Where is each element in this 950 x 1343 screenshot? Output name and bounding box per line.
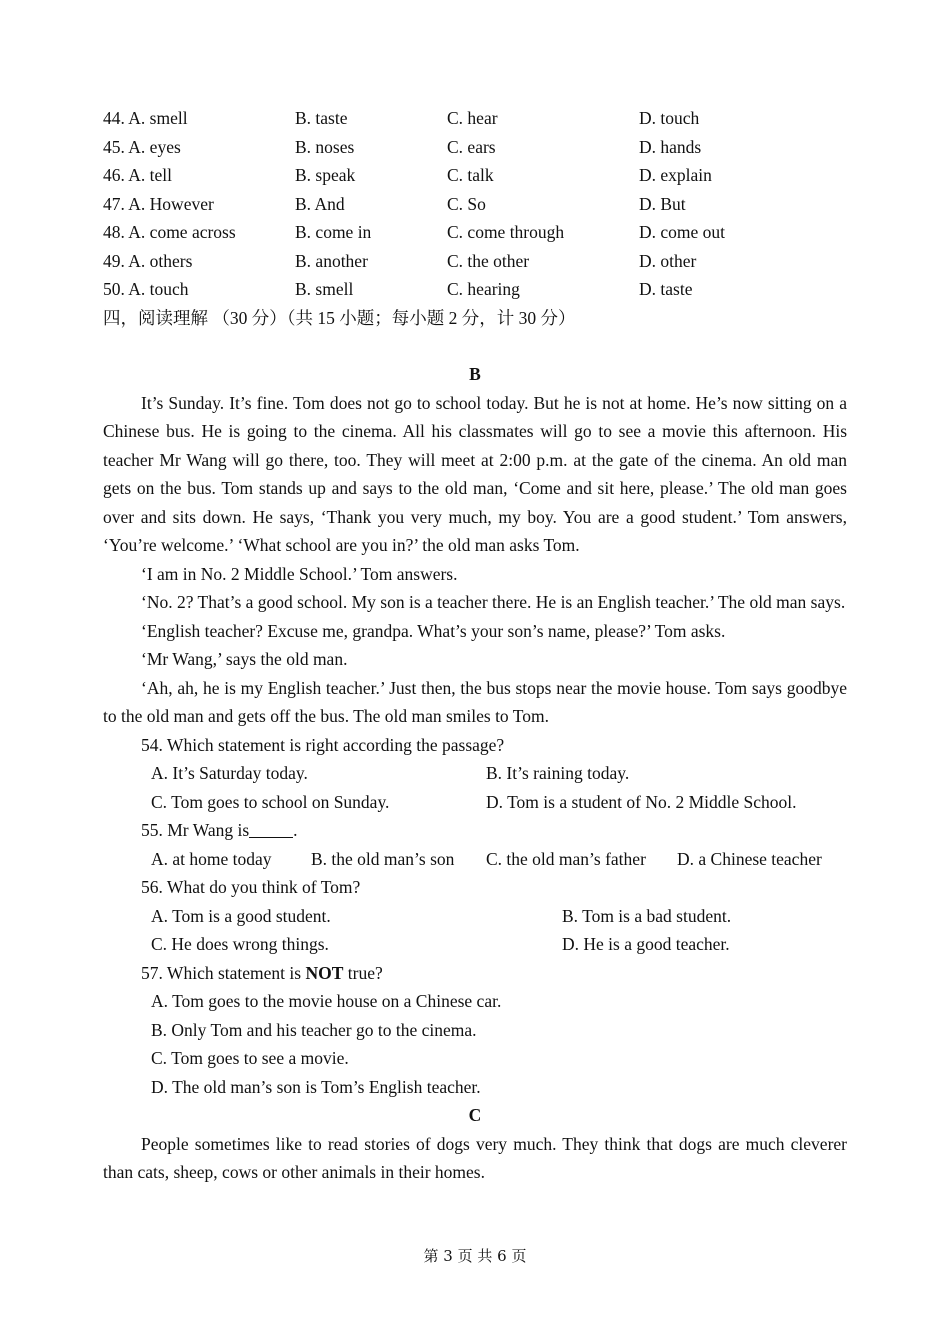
- option-b: B. smell: [295, 279, 354, 299]
- option-d: D. explain: [639, 165, 712, 185]
- option-a: 49. A. others: [103, 250, 193, 271]
- question-56-options-row-2: [103, 930, 847, 959]
- question-57-stem-end: true?: [343, 962, 383, 983]
- emphasis-not: NOT: [305, 962, 344, 983]
- option-a: A. It’s Saturday today.: [151, 763, 308, 783]
- passage-b-paragraph-1: It’s Sunday. It’s fine. Tom does not go to school today. But he is not at home. He’s now sitting on a Chinese bus. He is going to the cinema. All his classmates will go to see a movie this afternoon. His teacher Mr Wang will go there, too. They will meet at 2:00 p.m. at the gate of the cinema. An old man gets on the bus. Tom stands up and says to the old man, ‘Come and sit here, please.’ The old man goes over and sits down. He says, ‘Thank you very much, my boy. You are a good student.’ Tom answers, ‘You’re welcome.’ ‘What school are you in?’ the old man asks Tom.: [103, 392, 847, 555]
- option-c: C. the old man’s father: [486, 848, 646, 869]
- cloze-row-44: [103, 104, 847, 133]
- cloze-options: [103, 104, 847, 304]
- option-c: C. ears: [447, 136, 496, 157]
- option-a: A. at home today: [151, 848, 272, 869]
- option-a: A. Tom goes to the movie house on a Chinese car.: [151, 991, 502, 1011]
- option-d: D. touch: [639, 108, 700, 128]
- option-d: D. taste: [639, 279, 693, 299]
- option-c: C. Tom goes to see a movie.: [151, 1048, 349, 1068]
- passage-c-paragraph-1: People sometimes like to read stories of dogs very much. They think that dogs are much cleverer than cats, sheep, cows or other animals in their homes.: [103, 1133, 847, 1182]
- option-d: D. But: [639, 193, 686, 214]
- option-a: 47. A. However: [103, 193, 214, 214]
- option-b: B. the old man’s son: [311, 848, 455, 869]
- question-57-stem-text: 57. Which statement is: [141, 962, 306, 983]
- passage-b-label: B: [469, 364, 481, 384]
- question-54-stem: 54. Which statement is right according the passage?: [141, 734, 505, 755]
- option-c: C. Tom goes to school on Sunday.: [151, 791, 390, 812]
- question-55-options-row: [103, 845, 847, 874]
- cloze-row-49: [103, 247, 847, 276]
- passage-b-paragraph-6: ‘Ah, ah, he is my English teacher.’ Just then, the bus stops near the movie house. Tom says goodbye to the old man and gets off the bus. The old man smiles to Tom.: [103, 677, 847, 726]
- option-c: C. the other: [447, 250, 530, 271]
- question-54-options-row-1: [103, 759, 847, 788]
- cloze-row-47: [103, 190, 847, 219]
- option-d: D. come out: [639, 222, 726, 242]
- question-55-stem-text: 55. Mr Wang is: [141, 820, 250, 840]
- cloze-row-48: [103, 218, 847, 247]
- option-b: B. come in: [295, 222, 372, 242]
- option-c: C. come through: [447, 222, 565, 242]
- question-56-options-row-1: [103, 902, 847, 931]
- option-b: B. taste: [295, 108, 348, 128]
- option-c: C. hear: [447, 108, 498, 128]
- option-a: 46. A. tell: [103, 165, 173, 185]
- option-b: B. noses: [295, 136, 355, 157]
- exam-page: [103, 104, 847, 1187]
- option-b: B. speak: [295, 165, 356, 185]
- option-b: B. It’s raining today.: [486, 763, 630, 783]
- passage-b-paragraph-3: ‘No. 2? That’s a good school. My son is a teacher there. He is an English teacher.’ The old man says.: [141, 592, 846, 612]
- passage-b-paragraph-4: ‘English teacher? Excuse me, grandpa. What’s your son’s name, please?’ Tom asks.: [141, 620, 726, 641]
- cloze-row-46: [103, 161, 847, 190]
- option-a: 48. A. come across: [103, 222, 236, 242]
- question-55-stem: [103, 816, 847, 845]
- option-a: A. Tom is a good student.: [151, 905, 331, 926]
- option-c: C. hearing: [447, 279, 520, 299]
- option-d: D. hands: [639, 136, 702, 157]
- option-c: C. He does wrong things.: [151, 934, 329, 954]
- option-a: 50. A. touch: [103, 279, 189, 299]
- passage-b-paragraph-2: ‘I am in No. 2 Middle School.’ Tom answers.: [141, 563, 458, 584]
- page-footer: 第 3 页 共 6 页: [423, 1247, 527, 1265]
- option-d: D. Tom is a student of No. 2 Middle School.: [486, 791, 797, 812]
- option-a: 45. A. eyes: [103, 136, 181, 157]
- section-title: 四，阅读理解 （30 分）（共 15 小题；每小题 2 分，计 30 分）: [103, 307, 576, 328]
- passage-c-label: C: [468, 1105, 482, 1125]
- passage-b-paragraph-5: ‘Mr Wang,’ says the old man.: [141, 649, 348, 669]
- option-c: C. So: [447, 193, 486, 214]
- option-d: D. He is a good teacher.: [562, 934, 730, 954]
- option-d: D. The old man’s son is Tom’s English teacher.: [151, 1076, 481, 1097]
- option-a: 44. A. smell: [103, 108, 188, 128]
- option-c: C. talk: [447, 165, 494, 185]
- option-b: B. And: [295, 193, 345, 214]
- question-57-stem: [103, 959, 847, 988]
- option-d: D. other: [639, 250, 697, 271]
- question-56-stem: 56. What do you think of Tom?: [141, 877, 361, 897]
- cloze-row-50: [103, 275, 847, 304]
- cloze-row-45: [103, 133, 847, 162]
- option-d: D. a Chinese teacher: [677, 848, 822, 869]
- question-54-options-row-2: [103, 788, 847, 817]
- question-55-stem-end: .: [293, 820, 298, 840]
- option-b: B. Tom is a bad student.: [562, 905, 732, 926]
- option-b: B. Only Tom and his teacher go to the cinema.: [151, 1019, 477, 1040]
- answer-blank: [249, 819, 293, 838]
- option-b: B. another: [295, 250, 368, 271]
